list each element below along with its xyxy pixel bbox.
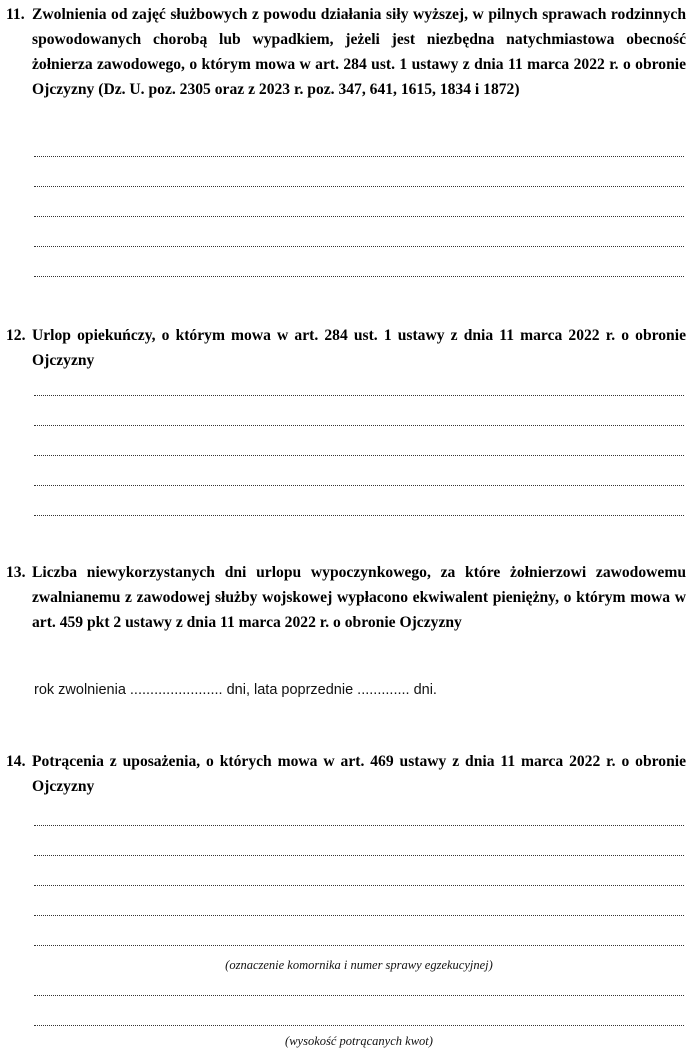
fill-line[interactable]	[34, 423, 684, 426]
fill-line[interactable]	[34, 883, 684, 886]
section-text: Potrącenia z uposażenia, o których mowa w art. 469 ustawy z dnia 11 marca 2022 r. o obronie Ojczyzny	[32, 753, 686, 795]
section-text: Zwolnienia od zajęć służbowych z powodu działania siły wyższej, w pilnych sprawach rodzinnych spowodowanych chorobą lub wypadkiem, jeżeli jest niezbędna natychmiastowa obecność żołnierza zawodowego, o którym mowa w art. 284 ust. 1 ustawy z dnia 11 marca 2022 r. o obronie Ojczyzny (Dz. U. poz. 2305 oraz z 2023 r. poz. 347, 641, 1615, 1834 i 1872)	[32, 6, 686, 98]
section-12-heading	[6, 323, 686, 373]
fill-line[interactable]	[34, 214, 684, 217]
section-14-heading	[6, 749, 686, 799]
fill-line[interactable]	[34, 513, 684, 516]
section-number: 12.	[6, 327, 26, 344]
fill-line[interactable]	[34, 393, 684, 396]
fill-line[interactable]	[34, 184, 684, 187]
fill-line[interactable]	[34, 913, 684, 916]
section-number: 13.	[6, 564, 26, 581]
section-number: 14.	[6, 753, 26, 770]
section-text: Liczba niewykorzystanych dni urlopu wypoczynkowego, za które żołnierzowi zawodowemu zwalnianemu z zawodowej służby wojskowej wypłacono ekwiwalent pieniężny, o którym mowa w art. 459 pkt 2 ustawy z dnia 11 marca 2022 r. o obronie Ojczyzny	[32, 564, 686, 631]
fill-line[interactable]	[34, 993, 684, 996]
section-11-heading	[6, 2, 686, 102]
fill-line[interactable]	[34, 943, 684, 946]
section-number: 11.	[6, 6, 25, 23]
fill-line[interactable]	[34, 483, 684, 486]
fill-line[interactable]	[34, 154, 684, 157]
fill-line[interactable]	[34, 823, 684, 826]
fill-line[interactable]	[34, 853, 684, 856]
fill-line[interactable]	[34, 1023, 684, 1026]
section-text: Urlop opiekuńczy, o którym mowa w art. 284 ust. 1 ustawy z dnia 11 marca 2022 r. o obronie Ojczyzny	[32, 327, 686, 369]
fill-line[interactable]	[34, 244, 684, 247]
bailiff-caption: (oznaczenie komornika i numer sprawy egzekucyjnej)	[225, 958, 493, 972]
amount-caption: (wysokość potrącanych kwot)	[285, 1034, 433, 1048]
vacation-days-line[interactable]: rok zwolnienia ....................... dni, lata poprzednie ............. dni.	[34, 682, 437, 698]
fill-line[interactable]	[34, 274, 684, 277]
section-13-heading	[6, 560, 686, 635]
fill-line[interactable]	[34, 453, 684, 456]
